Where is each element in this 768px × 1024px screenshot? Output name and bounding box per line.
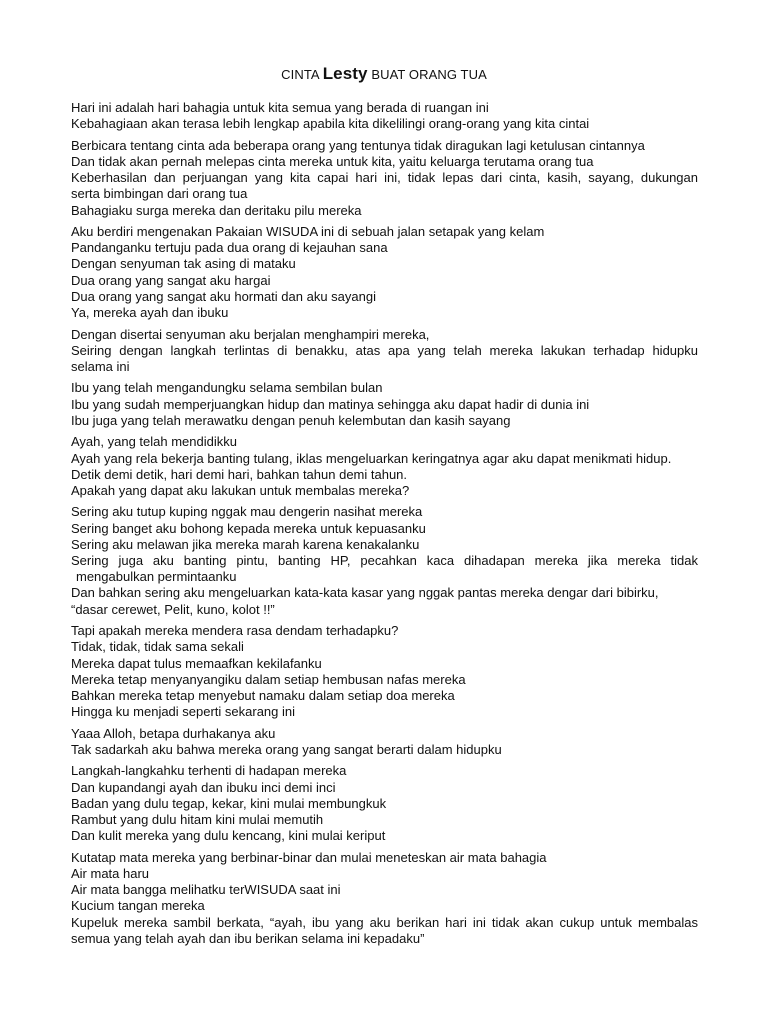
title-name: Lesty <box>322 64 368 83</box>
text-line: Sering aku melawan jika mereka marah karena kenakalanku <box>71 536 420 552</box>
text-line: Berbicara tentang cinta ada beberapa orang yang tentunya tidak diragukan lagi ketulusan cintannya <box>71 137 645 153</box>
text-line: mengabulkan permintaanku <box>76 569 237 585</box>
paragraph <box>71 100 698 132</box>
text-line: Ayah yang rela bekerja banting tulang, iklas mengeluarkan keringatnya agar aku dapat menikmati hidup. <box>71 450 672 466</box>
text-line: Aku berdiri mengenakan Pakaian WISUDA ini di sebuah jalan setapak yang kelam <box>71 224 545 240</box>
text-line: Sering aku tutup kuping nggak mau dengerin nasihat mereka <box>71 504 423 520</box>
text-line: Tapi apakah mereka mendera rasa dendam terhadapku? <box>71 623 399 639</box>
paragraph <box>71 726 698 758</box>
text-line: Ayah, yang telah mendidikku <box>71 434 237 450</box>
text-line: Apakah yang dapat aku lakukan untuk membalas mereka? <box>71 482 410 498</box>
text-line: serta bimbingan dari orang tua <box>71 186 248 202</box>
poem-body <box>71 100 698 952</box>
paragraph <box>71 504 698 617</box>
text-line: Mereka dapat tulus memaafkan kekilafanku <box>71 655 322 671</box>
text-line: Bahagiaku surga mereka dan deritaku pilu mereka <box>71 202 362 218</box>
text-line: Dengan senyuman tak asing di mataku <box>71 256 296 272</box>
text-line: Detik demi detik, hari demi hari, bahkan tahun demi tahun. <box>71 466 408 482</box>
text-line: Ibu yang telah mengandungku selama sembilan bulan <box>71 380 383 396</box>
title-prefix: CINTA <box>281 67 319 82</box>
text-line: Sering juga aku banting pintu, banting HP, pecahkan kaca dihadapan mereka jika mereka tidak <box>71 553 698 569</box>
text-line: Dan kulit mereka yang dulu kencang, kini mulai keriput <box>71 828 386 844</box>
text-line: semua yang telah ayah dan ibu berikan selama ini kepadaku” <box>71 930 425 946</box>
text-line: Langkah-langkahku terhenti di hadapan mereka <box>71 763 347 779</box>
text-line: Hingga ku menjadi seperti sekarang ini <box>71 704 296 720</box>
text-line: Sering banget aku bohong kepada mereka untuk kepuasanku <box>71 520 426 536</box>
text-line: Kupeluk mereka sambil berkata, “ayah, ibu yang aku berikan hari ini tidak akan cukup untuk membalas <box>71 914 698 930</box>
paragraph <box>71 327 698 376</box>
text-line: Tidak, tidak, tidak sama sekali <box>71 639 244 655</box>
paragraph <box>71 763 698 844</box>
text-line: Dan bahkan sering aku mengeluarkan kata-kata kasar yang nggak pantas mereka dengar dari bibirku, <box>71 585 659 601</box>
title-suffix: BUAT ORANG TUA <box>371 67 487 82</box>
text-line: Dua orang yang sangat aku hargai <box>71 272 271 288</box>
text-line: Kucium tangan mereka <box>71 898 205 914</box>
text-line: Dan kupandangi ayah dan ibuku inci demi inci <box>71 779 336 795</box>
text-line: Kutatap mata mereka yang berbinar-binar dan mulai meneteskan air mata bahagia <box>71 849 547 865</box>
text-line: Kebahagiaan akan terasa lebih lengkap apabila kita dikelilingi orang-orang yang kita cintai <box>71 116 590 132</box>
page-title <box>0 64 768 84</box>
text-line: Hari ini adalah hari bahagia untuk kita semua yang berada di ruangan ini <box>71 100 489 115</box>
text-line: Ibu juga yang telah merawatku dengan penuh kelembutan dan kasih sayang <box>71 412 511 428</box>
paragraph <box>71 380 698 429</box>
text-line: “dasar cerewet, Pelit, kuno, kolot !!” <box>71 601 275 617</box>
text-line: Ya, mereka ayah dan ibuku <box>71 305 229 321</box>
paragraph <box>71 623 698 720</box>
paragraph <box>71 434 698 499</box>
text-line: Keberhasilan dan perjuangan yang kita capai hari ini, tidak lepas dari cinta, kasih, sayang, dukungan <box>71 170 698 186</box>
paragraph <box>71 138 698 219</box>
paragraph <box>71 224 698 321</box>
text-line: Mereka tetap menyanyangiku dalam setiap hembusan nafas mereka <box>71 671 466 687</box>
text-line: Dan tidak akan pernah melepas cinta mereka untuk kita, yaitu keluarga terutama orang tua <box>71 153 594 169</box>
text-line: Air mata bangga melihatku terWISUDA saat ini <box>71 882 341 898</box>
paragraph <box>71 850 698 947</box>
text-line: selama ini <box>71 358 130 374</box>
text-line: Pandanganku tertuju pada dua orang di kejauhan sana <box>71 240 388 256</box>
text-line: Ibu yang sudah memperjuangkan hidup dan matinya sehingga aku dapat hadir di dunia ini <box>71 396 590 412</box>
text-line: Air mata haru <box>71 865 150 881</box>
text-line: Badan yang dulu tegap, kekar, kini mulai membungkuk <box>71 795 387 811</box>
text-line: Yaaa Alloh, betapa durhakanya aku <box>71 725 276 741</box>
text-line: Tak sadarkah aku bahwa mereka orang yang sangat berarti dalam hidupku <box>71 741 502 757</box>
text-line: Dengan disertai senyuman aku berjalan menghampiri mereka, <box>71 326 430 342</box>
text-line: Rambut yang dulu hitam kini mulai memutih <box>71 812 324 827</box>
text-line: Dua orang yang sangat aku hormati dan aku sayangi <box>71 288 376 304</box>
text-line: Bahkan mereka tetap menyebut namaku dalam setiap doa mereka <box>71 687 455 703</box>
text-line: Seiring dengan langkah terlintas di benakku, atas apa yang telah mereka lakukan terhadap hidupku <box>71 342 698 358</box>
